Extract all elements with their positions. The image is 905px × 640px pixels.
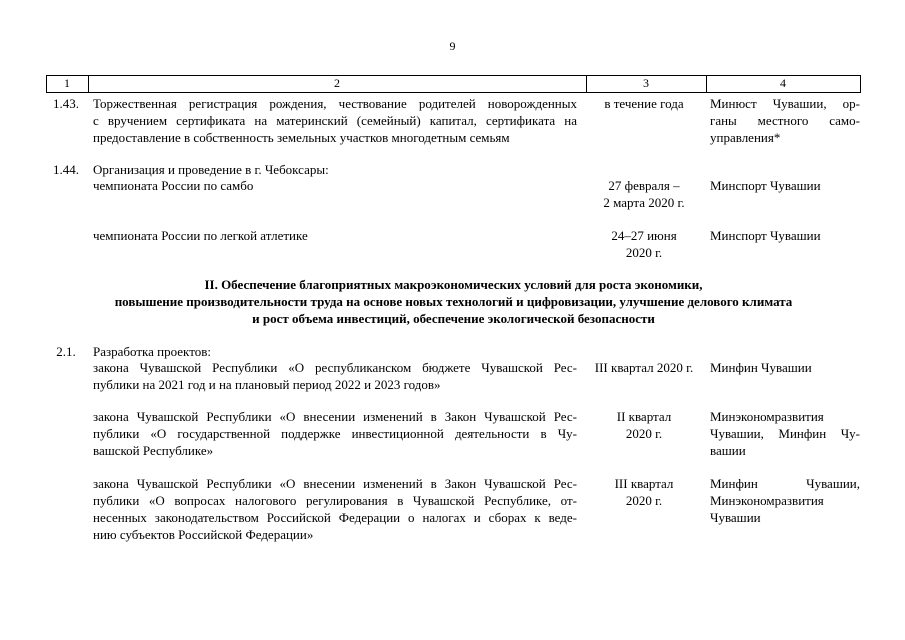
term-line: 24–27 июня bbox=[611, 228, 677, 243]
section-title-line: и рост объема инвестиций, обеспечение экологической безопасности bbox=[252, 311, 655, 326]
row-term: в течение года bbox=[604, 96, 684, 111]
header-col-3: 3 bbox=[643, 76, 649, 90]
row-item-term bbox=[588, 475, 700, 509]
responsible-line: Минфин Чувашии, bbox=[710, 476, 860, 491]
term-line: 2 марта 2020 г. bbox=[603, 195, 685, 210]
responsible-line: Минэкономразвития bbox=[710, 493, 824, 508]
term-line: III квартал bbox=[614, 476, 674, 491]
header-col-4: 4 bbox=[780, 76, 786, 90]
section-title-line: II. Обеспечение благоприятных макроэкономических условий для роста экономики, bbox=[204, 277, 703, 292]
term-line: 27 февраля – bbox=[608, 178, 680, 193]
row-item-description bbox=[93, 408, 577, 459]
section-title-line: повышение производительности труда на основе новых технологий и цифровизации, улучшение делового климата bbox=[114, 294, 793, 309]
responsible-line: ганы местного само- bbox=[710, 113, 860, 128]
header-col-2: 2 bbox=[334, 76, 340, 90]
row-item-responsible bbox=[710, 408, 860, 459]
description-line: закона Чувашской Республики «О внесении изменений в Закон Чувашской Рес- bbox=[93, 476, 577, 491]
header-col-1: 1 bbox=[64, 76, 70, 90]
responsible-line: управления* bbox=[710, 130, 781, 145]
description-line: с вручением сертификата на материнский (семейный) капитал, сертификата на bbox=[93, 113, 577, 128]
description-line: публики «О вопросах налогового регулирования в Чувашской Республике, от- bbox=[93, 493, 577, 508]
row-item-description: чемпионата России по самбо bbox=[93, 178, 254, 193]
term-line: 2020 г. bbox=[625, 493, 663, 508]
row-responsible bbox=[710, 95, 860, 146]
row-intro: Организация и проведение в г. Чебоксары: bbox=[93, 162, 329, 177]
description-line: вашской Республике» bbox=[93, 443, 214, 458]
row-number: 1.43. bbox=[53, 96, 79, 111]
page-number: 9 bbox=[449, 39, 456, 53]
row-item-description bbox=[93, 475, 577, 543]
description-line: нию субъектов Российской Федерации» bbox=[93, 527, 314, 542]
term-line: II квартал bbox=[616, 409, 672, 424]
row-item-term bbox=[588, 408, 700, 442]
row-item-term bbox=[588, 227, 700, 261]
responsible-line: вашии bbox=[710, 443, 746, 458]
description-line: несенных законодательством Российской Федерации о налогах и сборах к веде- bbox=[93, 510, 577, 525]
row-item-term: III квартал 2020 г. bbox=[594, 360, 694, 375]
table-header-row bbox=[46, 75, 861, 93]
row-item-responsible: Минспорт Чувашии bbox=[710, 228, 821, 243]
row-item-responsible: Минфин Чувашии bbox=[710, 360, 812, 375]
row-item-description: чемпионата России по легкой атлетике bbox=[93, 228, 308, 243]
responsible-line: Минюст Чувашии, ор- bbox=[710, 96, 860, 111]
row-item-responsible: Минспорт Чувашии bbox=[710, 178, 821, 193]
responsible-line: Чувашии, Минфин Чу- bbox=[710, 426, 860, 441]
term-line: 2020 г. bbox=[625, 426, 663, 441]
description-line: предоставление в собственность земельных участков многодетным семьям bbox=[93, 130, 510, 145]
row-item-term bbox=[588, 177, 700, 211]
responsible-line: Чувашии bbox=[710, 510, 761, 525]
row-item-description bbox=[93, 359, 577, 393]
section-title bbox=[46, 276, 861, 327]
row-number: 2.1. bbox=[56, 344, 76, 359]
row-number: 1.44. bbox=[53, 162, 79, 177]
description-line: закона Чувашской Республики «О внесении изменений в Закон Чувашской Рес- bbox=[93, 409, 577, 424]
description-line: Торжественная регистрация рождения, чествование родителей новорожденных bbox=[93, 96, 577, 111]
responsible-line: Минэкономразвития bbox=[710, 409, 824, 424]
row-intro: Разработка проектов: bbox=[93, 344, 211, 359]
term-line: 2020 г. bbox=[625, 245, 663, 260]
row-description bbox=[93, 95, 577, 146]
description-line: публики на 2021 год и на плановый период 2022 и 2023 годов» bbox=[93, 377, 441, 392]
description-line: закона Чувашской Республики «О республиканском бюджете Чувашской Рес- bbox=[93, 360, 577, 375]
row-item-responsible bbox=[710, 475, 860, 526]
description-line: публики «О государственной поддержке инвестиционной деятельности в Чу- bbox=[93, 426, 577, 441]
